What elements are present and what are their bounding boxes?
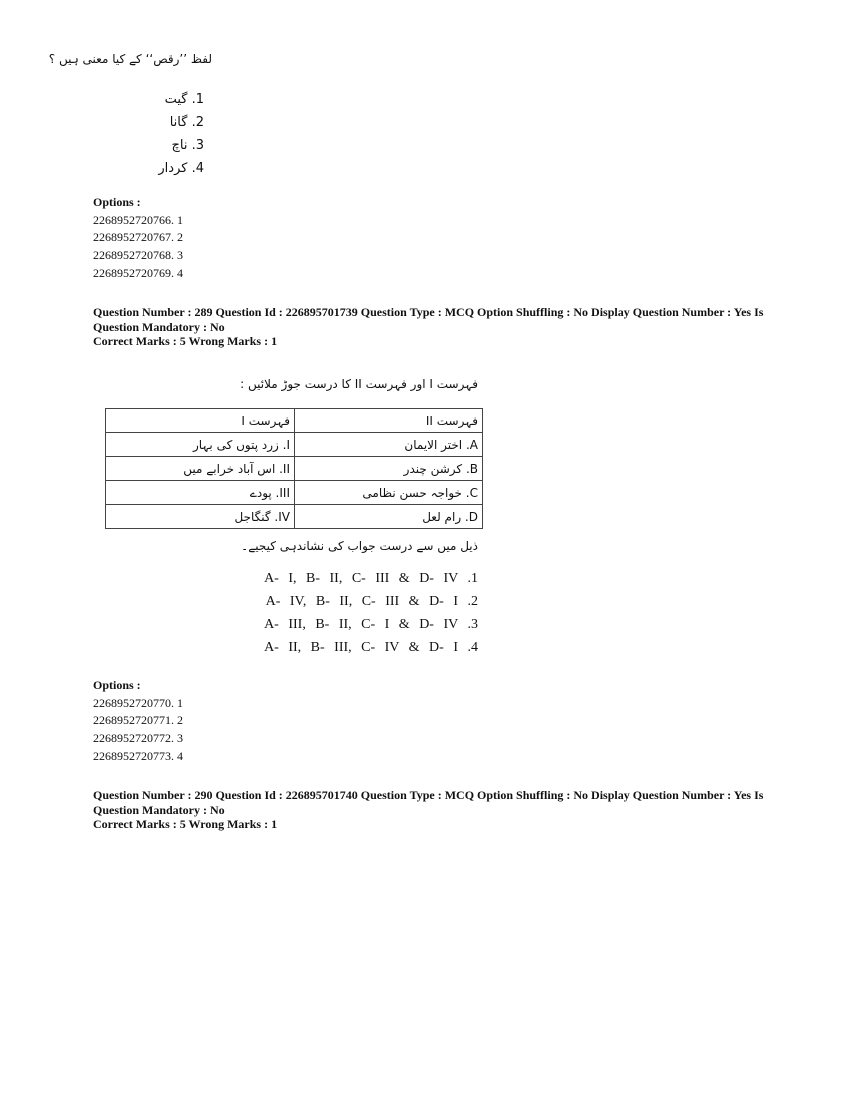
choice-item: 4. کردار bbox=[158, 161, 204, 176]
list2-cell: D. رام لعل bbox=[295, 505, 483, 529]
question-marks: Correct Marks : 5 Wrong Marks : 1 bbox=[93, 817, 278, 831]
question-mandatory: Question Mandatory : No bbox=[93, 319, 225, 334]
list1-cell: III. پودے bbox=[106, 481, 295, 505]
answer-choice: A- III, B- II, C- I & D- IV .3 bbox=[264, 617, 478, 632]
option-id: 2268952720768. 3 bbox=[93, 248, 183, 263]
options-label: Options : bbox=[93, 678, 141, 692]
option-id: 2268952720772. 3 bbox=[93, 731, 183, 746]
option-id: 2268952720770. 1 bbox=[93, 695, 183, 710]
match-question: ذیل میں سے درست جواب کی نشاندہی کیجیے۔ bbox=[241, 539, 478, 553]
list2-cell: C. خواجہ حسن نظامی bbox=[295, 481, 483, 505]
choice-item: 2. گانا bbox=[169, 115, 204, 130]
list1-cell: I. زرد پتوں کی بہار bbox=[106, 433, 295, 457]
answer-choice: A- I, B- II, C- III & D- IV .1 bbox=[264, 571, 478, 586]
list1-cell: II. اس آباد خرابے میں bbox=[106, 457, 295, 481]
match-table bbox=[105, 408, 483, 529]
answer-choice: A- II, B- III, C- IV & D- I .4 bbox=[264, 640, 478, 655]
list1-cell: IV. گنگاجل bbox=[106, 505, 295, 529]
options-label: Options : bbox=[93, 195, 141, 209]
list2-header: فہرست II bbox=[295, 409, 483, 433]
question-header bbox=[93, 788, 773, 832]
table-row bbox=[106, 433, 483, 457]
question-mandatory: Question Mandatory : No bbox=[93, 802, 225, 817]
match-intro: فہرست I اور فہرست II کا درست جوڑ ملائیں : bbox=[240, 377, 478, 391]
option-id: 2268952720767. 2 bbox=[93, 230, 183, 245]
choice-item: 3. ناچ bbox=[171, 138, 204, 153]
list1-header: فہرست I bbox=[106, 409, 295, 433]
table-row bbox=[106, 505, 483, 529]
answer-choice: A- IV, B- II, C- III & D- I .2 bbox=[265, 594, 478, 609]
option-id: 2268952720769. 4 bbox=[93, 265, 183, 280]
question-meta: Question Number : 289 Question Id : 226895701739 Question Type : MCQ Option Shuffling : No Display Question Number : Yes Is bbox=[93, 305, 764, 319]
options-block bbox=[93, 194, 183, 283]
list2-cell: A. اختر الایمان bbox=[295, 433, 483, 457]
options-block bbox=[93, 677, 183, 766]
table-row bbox=[106, 457, 483, 481]
option-id: 2268952720766. 1 bbox=[93, 212, 183, 227]
question-header bbox=[93, 305, 773, 349]
choice-item: 1. گیت bbox=[164, 92, 204, 107]
option-id: 2268952720771. 2 bbox=[93, 713, 183, 728]
choice-list bbox=[120, 88, 204, 180]
question-marks: Correct Marks : 5 Wrong Marks : 1 bbox=[93, 334, 278, 348]
option-id: 2268952720773. 4 bbox=[93, 748, 183, 763]
table-row bbox=[106, 409, 483, 433]
question-meta: Question Number : 290 Question Id : 226895701740 Question Type : MCQ Option Shuffling : No Display Question Number : Yes Is bbox=[93, 788, 764, 802]
question-prompt: لفظ ’’رقص‘‘ کے کیا معنی ہیں ؟ bbox=[48, 52, 212, 66]
list2-cell: B. کرشن چندر bbox=[295, 457, 483, 481]
table-row bbox=[106, 481, 483, 505]
